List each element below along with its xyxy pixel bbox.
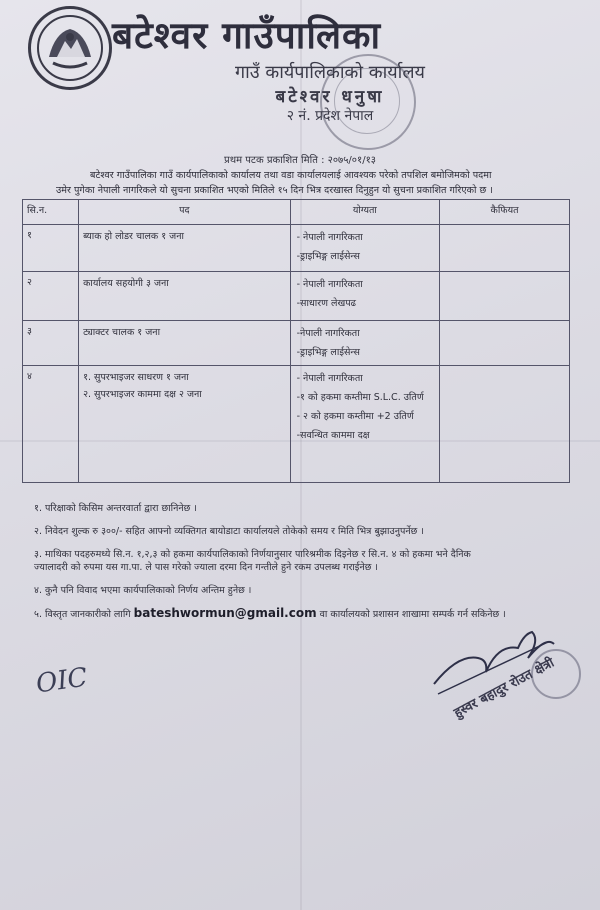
post-line: १. सुपरभाइजर साधरण १ जना bbox=[83, 372, 189, 383]
row-qualification bbox=[290, 366, 439, 483]
row-qualification bbox=[290, 272, 439, 321]
table-row bbox=[23, 366, 570, 483]
header-post: पद bbox=[79, 200, 291, 225]
qualification-line: -ड्राइभिङ्ग लाईसेन्स bbox=[296, 347, 360, 358]
qualification-line: -१ को हकमा कम्तीमा S.L.C. उतिर्ण bbox=[296, 392, 424, 403]
qualification-line: -साधारण लेखपढ bbox=[296, 298, 356, 309]
post-line: ब्याक हो लोडर चालक १ जना bbox=[83, 231, 184, 242]
row-post bbox=[79, 225, 291, 272]
vacancy-table bbox=[22, 199, 570, 483]
post-line: २. सुपरभाइजर काममा दक्ष २ जना bbox=[83, 389, 202, 400]
table-row bbox=[23, 321, 570, 366]
row-remarks bbox=[440, 366, 570, 483]
post-line: कार्यालय सहयोगी ३ जना bbox=[83, 278, 169, 289]
office-name: गाउँ कार्यपालिकाको कार्यालय bbox=[235, 62, 425, 83]
note-1: १. परिक्षाको किसिम अन्तरवार्ता द्वारा छानिनेछ । bbox=[34, 503, 197, 514]
row-post bbox=[79, 321, 291, 366]
table-row bbox=[23, 272, 570, 321]
publish-date: प्रथम पटक प्रकाशित मिति : २०७५/०१/१३ bbox=[224, 155, 376, 166]
qualification-line: - नेपाली नागरिकता bbox=[296, 232, 363, 243]
intro-line-2: उमेर पुगेका नेपाली नागरिकले यो सुचना प्रकाशित भएको मितिले १५ दिन भित्र दरखास्त दिनुहुन यो सुचना प्रकाशित गरिएको छ । bbox=[56, 185, 493, 196]
qualification-line: -सवन्धित काममा दक्ष bbox=[296, 430, 370, 441]
row-remarks bbox=[440, 225, 570, 272]
note-5-suffix: वा कार्यालयको प्रशासन शाखामा सम्पर्क गर्न सकिनेछ । bbox=[319, 609, 506, 620]
qualification-line: -नेपाली नागरिकता bbox=[296, 328, 360, 339]
row-sn: ३ bbox=[23, 321, 79, 366]
table-header-row bbox=[23, 200, 570, 225]
note-4: ४. कुनै पनि विवाद भएमा कार्यपालिकाको निर्णय अन्तिम हुनेछ । bbox=[34, 585, 252, 596]
qualification-line: - नेपाली नागरिकता bbox=[296, 279, 363, 290]
qualification-line: - २ को हकमा कम्तीमा +2 उतिर्ण bbox=[296, 411, 414, 422]
row-sn: २ bbox=[23, 272, 79, 321]
note-3-line-1: ३. माथिका पदहरुमध्ये सि.न. १,२,३ को हकमा कार्यपालिकाको निर्णयानुसार पारिश्रमीक दिइनेछ र सि.न. ४ को हकमा भने दैनिक bbox=[34, 549, 471, 560]
header-qualification: योग्यता bbox=[290, 200, 439, 225]
row-remarks bbox=[440, 272, 570, 321]
qualification-line: - नेपाली नागरिकता bbox=[296, 373, 363, 384]
note-3-line-2: ज्यालादरी को रुपमा यस गा.पा. ले पास गरेको ज्याला दरमा दिन गन्तीले हुने रकम उपलब्ध गराईनेछ । bbox=[34, 562, 379, 573]
table-row bbox=[23, 225, 570, 272]
header-remarks: कैफियत bbox=[440, 200, 570, 225]
province-name: २ नं. प्रदेश नेपाल bbox=[286, 108, 374, 124]
qualification-line: -ड्राइभिङ्ग लाईसेन्स bbox=[296, 251, 360, 262]
header-sn: सि.न. bbox=[23, 200, 79, 225]
handwritten-oic: OIC bbox=[34, 662, 90, 700]
nepal-emblem-icon bbox=[28, 6, 112, 90]
note-3 bbox=[34, 548, 574, 574]
note-2: २. निवेदन शुल्क रु ३००/- सहित आफ्नो व्यक्तिगत बायोडाटा कार्यालयले तोकेको समय र मिति भित्र बुझाउनुपर्नेछ । bbox=[34, 526, 424, 537]
row-sn: १ bbox=[23, 225, 79, 272]
contact-email-link[interactable]: bateshwormun@gmail.com bbox=[133, 606, 317, 620]
row-sn: ४ bbox=[23, 366, 79, 483]
row-qualification bbox=[290, 321, 439, 366]
notice-intro bbox=[56, 168, 566, 198]
signatory-name: हुस्वर बहादुर रोउत क्षेत्री bbox=[451, 655, 557, 722]
row-qualification bbox=[290, 225, 439, 272]
row-post bbox=[79, 272, 291, 321]
row-remarks bbox=[440, 321, 570, 366]
intro-line-1: बटेश्वर गाउँपालिका गाउँ कार्यपालिकाको कार्यालय तथा वडा कार्यालयलाई आवश्यक परेको तपशिल बमोजिमको पदमा bbox=[90, 170, 492, 181]
row-post bbox=[79, 366, 291, 483]
post-line: ट्याक्टर चालक १ जना bbox=[83, 327, 161, 338]
district-name: बटेश्वर धनुषा bbox=[275, 87, 385, 107]
note-5-prefix: ५. विस्तृत जानकारीको लागि bbox=[34, 609, 131, 620]
municipality-title: बटेश्वर गाउँपालिका bbox=[112, 13, 382, 57]
notes-section bbox=[34, 502, 574, 631]
